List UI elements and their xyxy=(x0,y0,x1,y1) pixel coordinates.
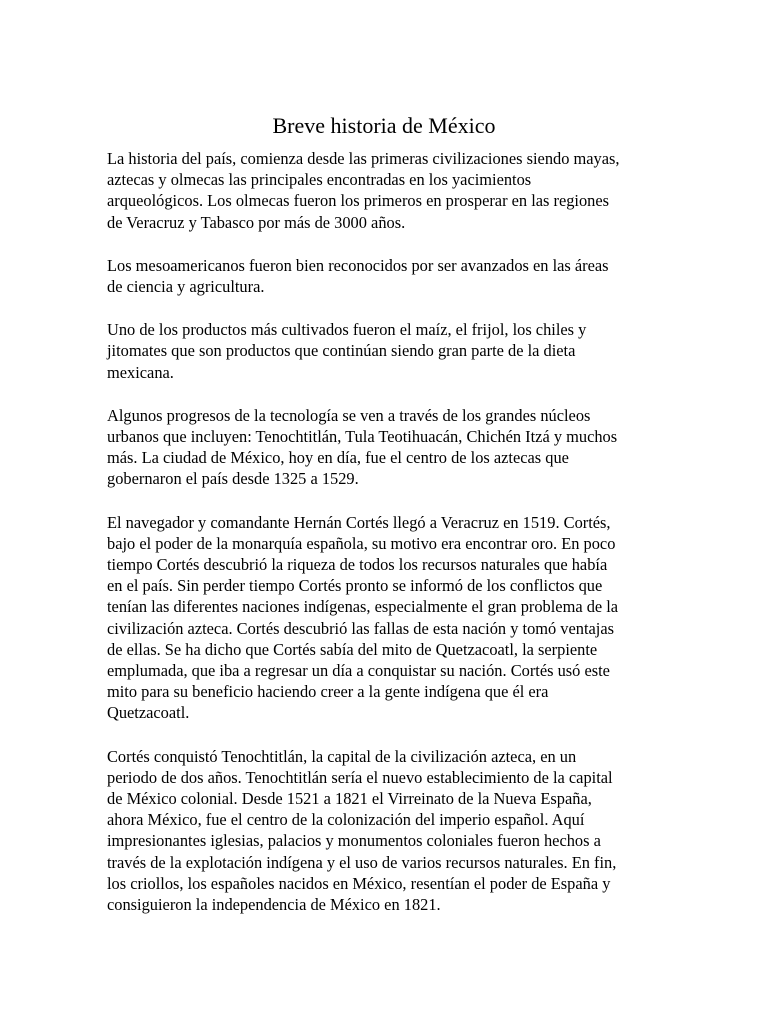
document-body xyxy=(107,148,667,937)
document-title: Breve historia de México xyxy=(272,113,496,138)
paragraph-conquest-colony: Cortés conquistó Tenochtitlán, la capital de la civilización azteca, en un periodo de dos años. Tenochtitlán sería el nuevo establecimiento de la capital de México colonial. Desde 1521 a 1821 el Virreinato de la Nueva España, ahora México, fue el centro de la colonización del imperio español. Aquí impresionantes iglesias, palacios y monumentos coloniales fueron hechos a través de la explotación indígena y el uso de varios recursos naturales. En fin, los criollos, los españoles nacidos en México, resentían el poder de España y consiguieron la independencia de México en 1821. xyxy=(107,746,617,915)
paragraph-cortes-arrival: El navegador y comandante Hernán Cortés llegó a Veracruz en 1519. Cortés, bajo el poder de la monarquía española, su motivo era encontrar oro. En poco tiempo Cortés descubrió la riqueza de todos los recursos naturales que había en el país. Sin perder tiempo Cortés pronto se informó de los conflictos que tenían las diferentes naciones indígenas, especialmente el gran problema de la civilización azteca. Cortés descubrió las fallas de esta nación y tomó ventajas de ellas. Se ha dicho que Cortés sabía del mito de Quetzacoatl, la serpiente emplumada, que iba a regresar un día a conquistar su nación. Cortés usó este mito para su beneficio haciendo creer a la gente indígena que él era Quetzacoatl. xyxy=(107,512,619,723)
paragraph-origins: La historia del país, comienza desde las primeras civilizaciones siendo mayas, aztecas y olmecas las principales encontradas en los yacimientos arqueológicos. Los olmecas fueron los primeros en prosperar en las regiones de Veracruz y Tabasco por más de 3000 años. xyxy=(107,149,620,232)
paragraph-crops: Uno de los productos más cultivados fueron el maíz, el frijol, los chiles y jitomates que son productos que continúan siendo gran parte de la dieta mexicana. xyxy=(107,320,587,382)
paragraph-urban-centers: Algunos progresos de la tecnología se ven a través de los grandes núcleos urbanos que incluyen: Tenochtitlán, Tula Teotihuacán, Chichén Itzá y muchos más. La ciudad de México, hoy en día, fue el centro de los aztecas que gobernaron el país desde 1325 a 1529. xyxy=(107,405,618,489)
paragraph-mesoamericans: Los mesoamericanos fueron bien reconocidos por ser avanzados en las áreas de ciencia y agricultura. xyxy=(107,255,609,297)
